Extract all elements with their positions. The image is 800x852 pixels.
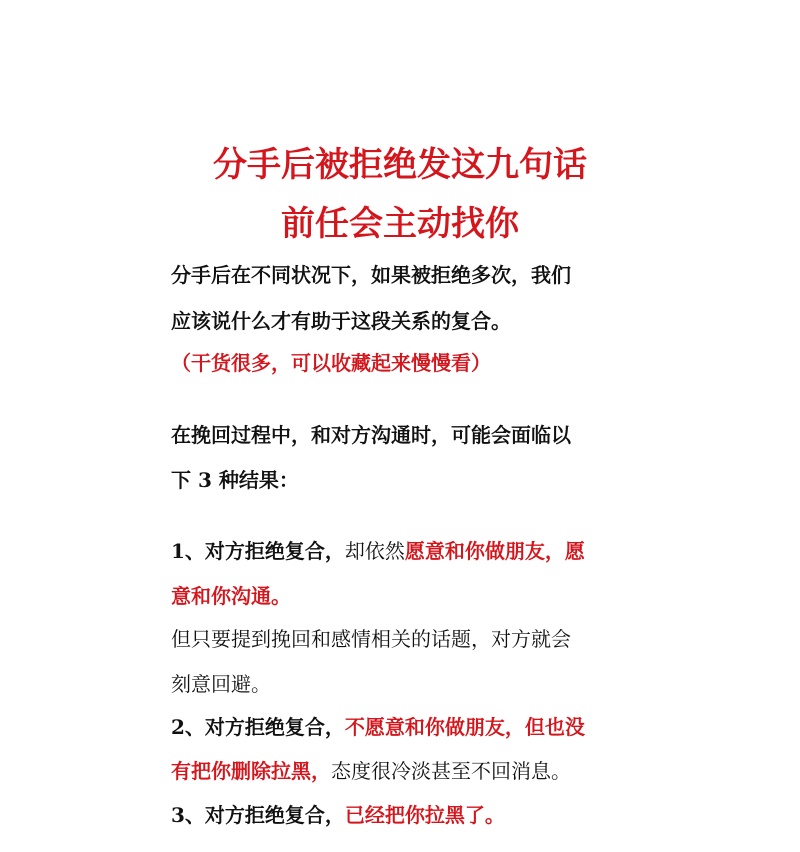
result-3-line-1: [171, 801, 505, 829]
article-title-line-1: 分手后被拒绝发这九句话: [213, 145, 587, 185]
context-line-2: 下 3 种结果：: [171, 468, 299, 492]
result-2-highlight-cont: 有把你删除拉黑，: [171, 759, 331, 783]
result-1-line-1: [171, 537, 585, 565]
result-2-line-2: [171, 757, 571, 785]
context-line-1: 在挽回过程中，和对方沟通时，可能会面临以: [171, 423, 571, 447]
result-3-prefix: 3、对方拒绝复合，: [171, 803, 345, 827]
result-2-prefix: 2、对方拒绝复合，: [171, 715, 345, 739]
article-title-line-2: 前任会主动找你: [281, 204, 519, 244]
result-1-highlight: 愿意和你做朋友，愿: [404, 539, 585, 563]
result-1-detail-2: 刻意回避。: [171, 672, 271, 696]
intro-line-1: 分手后在不同状况下，如果被拒绝多次，我们: [171, 263, 571, 287]
intro-note: （干货很多，可以收藏起来慢慢看）: [171, 351, 491, 375]
result-1-prefix: 1、对方拒绝复合，: [171, 539, 345, 563]
intro-line-2: 应该说什么才有助于这段关系的复合。: [171, 309, 511, 333]
result-1-highlight-cont: 意和你沟通。: [171, 584, 291, 608]
result-3-highlight: 已经把你拉黑了。: [344, 803, 505, 827]
result-2-highlight: 不愿意和你做朋友，但也没: [344, 715, 585, 739]
result-1-plain: 却依然: [344, 539, 405, 563]
result-1-detail-1: 但只要提到挽回和感情相关的话题，对方就会: [171, 627, 571, 651]
result-2-line-1: [171, 713, 585, 741]
result-2-plain: 态度很冷淡甚至不回消息。: [331, 759, 571, 783]
